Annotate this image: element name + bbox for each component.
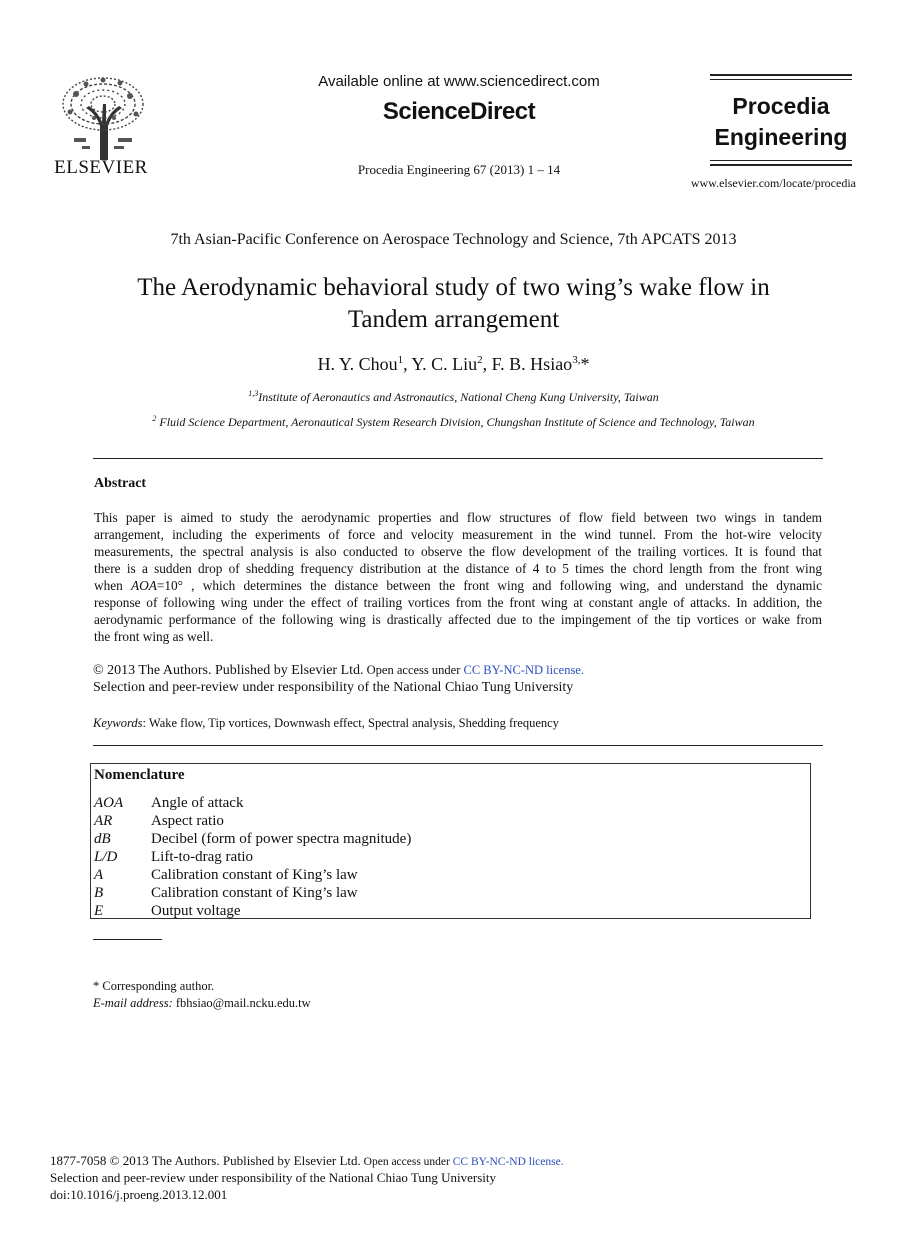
- abstract-heading: Abstract: [94, 476, 147, 491]
- copyright-line: [93, 663, 833, 679]
- nomenclature-box: [90, 763, 811, 919]
- author-hsiao-affil: 3,: [572, 354, 581, 366]
- corresponding-author: * Corresponding author.: [93, 979, 215, 993]
- footnote-rule: [93, 939, 162, 940]
- author-chou: H. Y. Chou: [317, 354, 398, 374]
- abstract-line-5-prefix: when: [94, 578, 132, 593]
- affiliation-1-text: Institute of Aeronautics and Astronautics, National Cheng Kung University, Taiwan: [258, 390, 659, 404]
- abstract-line-7: aerodynamic performance of the following wing is drastically affected due to the impingement of the tip vortices or wake from: [94, 612, 822, 627]
- nomenclature-symbol: E: [94, 903, 104, 919]
- nomenclature-symbol: L/D: [94, 849, 118, 865]
- peer-review-line: Selection and peer-review under responsibility of the National Chiao Tung University: [93, 680, 574, 695]
- author-liu: Y. C. Liu: [411, 354, 478, 374]
- nomenclature-row: [94, 848, 794, 866]
- email-label: E-mail address:: [93, 996, 173, 1010]
- affiliation-1: [40, 389, 867, 405]
- nomenclature-list: [94, 794, 794, 920]
- abstract-line-5-rest: , which determines the distance between the front wing and following wing, and understand the dynamic: [183, 578, 822, 593]
- abstract-line-4: there is a sudden drop of shedding frequency distribution at the distance of 4 to 5 times the chord length from the front wing: [94, 561, 822, 576]
- abstract-body: [94, 509, 822, 645]
- affiliation-2-text: Fluid Science Department, Aeronautical System Research Division, Chungshan Institute of Science and Technology, Taiwan: [159, 415, 755, 429]
- copyright-text: © 2013 The Authors. Published by Elsevier Ltd.: [93, 663, 364, 678]
- footer-open-access: Open access under: [360, 1156, 453, 1168]
- nomenclature-symbol: B: [94, 885, 104, 901]
- nomenclature-meaning: Calibration constant of King’s law: [151, 867, 358, 883]
- footer-license-link[interactable]: CC BY-NC-ND license.: [452, 1156, 564, 1168]
- paper-title-line1: The Aerodynamic behavioral study of two wing’s wake flow in: [137, 274, 770, 301]
- abstract-line-6: response of following wing under the effect of trailing vortices from the front wing at constant angle of attacks. In addition, the: [94, 595, 822, 610]
- affiliation-2-sup: 2: [152, 414, 157, 423]
- nomenclature-row: [94, 902, 794, 920]
- nomenclature-row: [94, 812, 794, 830]
- paper-title-line2: Tandem arrangement: [347, 306, 560, 333]
- nomenclature-symbol: AOA: [94, 795, 124, 811]
- elsevier-tree-logo: [56, 74, 150, 160]
- keywords-bottom-rule: [93, 745, 823, 746]
- nomenclature-row: [94, 830, 794, 848]
- journal-url[interactable]: www.elsevier.com/locate/procedia: [690, 176, 856, 190]
- abstract-line-2: arrangement, including the experiments of force and velocity measurement in the wind tunnel. From the hot-wire velocity: [94, 527, 822, 542]
- corresponding-star: *: [580, 354, 590, 374]
- nomenclature-meaning: Lift-to-drag ratio: [151, 849, 254, 865]
- nomenclature-heading: Nomenclature: [94, 767, 185, 783]
- sciencedirect-wordmark: ScienceDirect: [382, 98, 536, 125]
- affiliation-2: [40, 414, 867, 430]
- publisher-logo-text: ELSEVIER: [54, 157, 148, 178]
- nomenclature-meaning: Decibel (form of power spectra magnitude): [151, 831, 412, 847]
- conference-name: 7th Asian-Pacific Conference on Aerospace Technology and Science, 7th APCATS 2013: [170, 231, 737, 248]
- nomenclature-row: [94, 794, 794, 812]
- abstract-line-1: This paper is aimed to study the aerodynamic properties and flow structures of flow field between two wings in tandem: [94, 510, 822, 525]
- journal-rule-top-2: [710, 79, 852, 80]
- journal-reference: Procedia Engineering 67 (2013) 1 – 14: [357, 162, 561, 177]
- available-online: Available online at www.sciencedirect.com: [318, 73, 600, 90]
- author-liu-affil: 2: [477, 354, 483, 366]
- abstract-line-3: measurements, the spectral analysis is also conducted to observe the flow development of the trailing vortices. It is found that: [94, 544, 822, 559]
- footer-doi[interactable]: doi:10.1016/j.proeng.2013.12.001: [50, 1187, 228, 1202]
- nomenclature-meaning: Angle of attack: [151, 795, 244, 811]
- journal-rule-bottom-1: [710, 160, 852, 161]
- authors: [40, 354, 867, 375]
- nomenclature-meaning: Output voltage: [151, 903, 241, 919]
- author-sep: ,: [482, 354, 492, 374]
- nomenclature-symbol: A: [94, 867, 104, 883]
- abstract-line-8: the front wing as well.: [94, 629, 214, 644]
- journal-rule-top-1: [710, 74, 852, 76]
- abstract-line-5: [94, 577, 822, 594]
- journal-rule-bottom-2: [710, 164, 852, 166]
- nomenclature-meaning: Calibration constant of King’s law: [151, 885, 358, 901]
- affiliation-1-sup: 1,3: [248, 389, 259, 398]
- keywords-label: Keywords: [93, 716, 143, 730]
- footer-peer-review: Selection and peer-review under responsibility of the National Chiao Tung University: [50, 1170, 496, 1185]
- nomenclature-row: [94, 866, 794, 884]
- footer-copyright-text: 1877-7058 © 2013 The Authors. Published by Elsevier Ltd.: [50, 1153, 361, 1168]
- keywords: [93, 716, 833, 731]
- email-line: [93, 996, 311, 1011]
- journal-name-line2: Engineering: [714, 124, 848, 150]
- keywords-text: : Wake flow, Tip vortices, Downwash effect, Spectral analysis, Shedding frequency: [142, 716, 559, 730]
- license-link[interactable]: CC BY-NC-ND license.: [463, 663, 584, 677]
- abstract-aoa: AOA: [131, 578, 157, 593]
- abstract-top-rule: [93, 458, 823, 459]
- nomenclature-symbol: AR: [94, 813, 113, 829]
- abstract-aoa-value: =10°: [156, 578, 184, 593]
- email-address[interactable]: fbhsiao@mail.ncku.edu.tw: [172, 996, 311, 1010]
- nomenclature-row: [94, 884, 794, 902]
- author-hsiao: F. B. Hsiao: [491, 354, 573, 374]
- open-access-text: Open access under: [363, 663, 464, 677]
- author-chou-affil: 1: [397, 354, 404, 366]
- author-sep: ,: [403, 354, 412, 374]
- journal-name-line1: Procedia: [732, 93, 830, 119]
- nomenclature-meaning: Aspect ratio: [151, 813, 224, 829]
- nomenclature-symbol: dB: [94, 831, 111, 847]
- footer-copyright-line: [50, 1153, 850, 1169]
